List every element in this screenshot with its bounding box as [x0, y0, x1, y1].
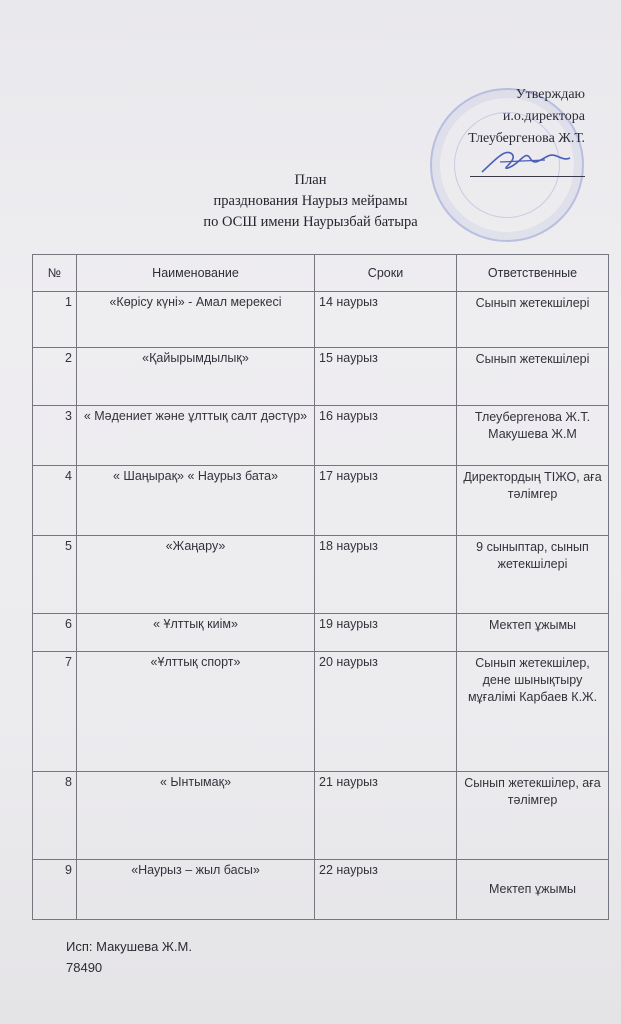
- row-num: 6: [33, 614, 77, 652]
- row-name: « Шаңырақ» « Наурыз бата»: [77, 466, 315, 536]
- footer: [66, 936, 192, 978]
- header-num: №: [33, 255, 77, 292]
- title-line-3: по ОСШ имени Наурызбай батыра: [203, 214, 418, 230]
- row-responsible: 9 сыныптар, сынып жетекшілері: [457, 536, 609, 614]
- document-title: [0, 170, 621, 233]
- header-date: Сроки: [315, 255, 457, 292]
- row-date: 18 наурыз: [315, 536, 457, 614]
- row-date: 15 наурыз: [315, 348, 457, 406]
- row-date: 21 наурыз: [315, 772, 457, 860]
- row-name: «Жаңару»: [77, 536, 315, 614]
- table-row: [33, 348, 609, 406]
- row-name: « Мәдениет және ұлттық салт дәстүр»: [77, 406, 315, 466]
- table-row: [33, 406, 609, 466]
- row-responsible: Сынып жетекшілер, аға тәлімгер: [457, 772, 609, 860]
- table-row: [33, 466, 609, 536]
- row-num: 5: [33, 536, 77, 614]
- row-responsible: Мектеп ұжымы: [457, 860, 609, 920]
- row-name: « Ұлттық киім»: [77, 614, 315, 652]
- row-num: 1: [33, 292, 77, 348]
- row-responsible: Тлеубергенова Ж.Т. Макушева Ж.М: [457, 406, 609, 466]
- row-date: 20 наурыз: [315, 652, 457, 772]
- table-row: [33, 614, 609, 652]
- plan-table: [32, 254, 609, 920]
- table-row: [33, 860, 609, 920]
- approval-signer: Тлеубергенова Ж.Т.: [468, 131, 585, 146]
- row-name: « Ынтымақ»: [77, 772, 315, 860]
- row-responsible: Сынып жетекшілері: [457, 348, 609, 406]
- table-row: [33, 652, 609, 772]
- row-num: 7: [33, 652, 77, 772]
- row-num: 3: [33, 406, 77, 466]
- row-name: «Ұлттық спорт»: [77, 652, 315, 772]
- row-responsible: Директордың ТІЖО, аға тәлімгер: [457, 466, 609, 536]
- approval-word: Утверждаю: [515, 87, 585, 102]
- row-date: 16 наурыз: [315, 406, 457, 466]
- row-num: 4: [33, 466, 77, 536]
- table-row: [33, 292, 609, 348]
- row-responsible: Сынып жетекшілері: [457, 292, 609, 348]
- row-name: «Көрісу күні» - Амал мерекесі: [77, 292, 315, 348]
- row-date: 19 наурыз: [315, 614, 457, 652]
- row-date: 22 наурыз: [315, 860, 457, 920]
- header-responsible: Ответственные: [457, 255, 609, 292]
- executor-phone: 78490: [66, 960, 103, 975]
- table-header-row: [33, 255, 609, 292]
- row-responsible: Сынып жетекшілер, дене шынықтыру мұғалімі Карбаев К.Ж.: [457, 652, 609, 772]
- row-date: 17 наурыз: [315, 466, 457, 536]
- title-line-1: План: [294, 172, 327, 188]
- row-num: 9: [33, 860, 77, 920]
- title-line-2: празднования Наурыз мейрамы: [213, 193, 408, 209]
- approval-block: [468, 84, 585, 150]
- row-date: 14 наурыз: [315, 292, 457, 348]
- row-num: 2: [33, 348, 77, 406]
- executor-name: Исп: Макушева Ж.М.: [66, 939, 192, 954]
- approval-position: и.о.директора: [502, 109, 585, 124]
- row-num: 8: [33, 772, 77, 860]
- table-row: [33, 772, 609, 860]
- row-name: «Наурыз – жыл басы»: [77, 860, 315, 920]
- row-responsible: Мектеп ұжымы: [457, 614, 609, 652]
- row-name: «Қайырымдылық»: [77, 348, 315, 406]
- table-row: [33, 536, 609, 614]
- header-name: Наименование: [77, 255, 315, 292]
